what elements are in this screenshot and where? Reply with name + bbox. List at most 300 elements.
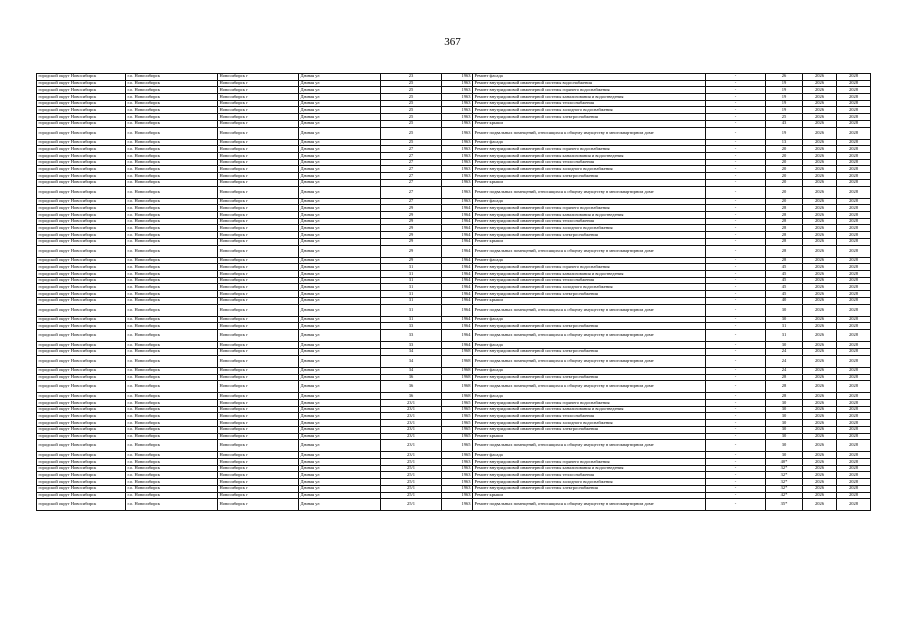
cell-settlement: Новосибирск г: [218, 120, 299, 127]
cell-start-year: 2026: [803, 304, 837, 316]
table-row: [37, 367, 871, 374]
cell-district: городской округ Новосибирск: [37, 400, 126, 407]
cell-start-year: 2026: [803, 159, 837, 166]
table-row: [37, 499, 871, 511]
cell-street: Дачная ул: [299, 87, 381, 94]
cell-value: 20: [766, 198, 803, 205]
cell-city: г.о. Новосибирск: [126, 323, 218, 330]
cell-start-year: 2026: [803, 127, 837, 139]
cell-end-year: 2028: [837, 479, 871, 486]
cell-work-type: Ремонт внутридомовой инженерной системы электроснабжения: [473, 114, 706, 121]
cell-note: -: [706, 179, 766, 186]
cell-street: Дачная ул: [299, 173, 381, 180]
cell-district: городской округ Новосибирск: [37, 323, 126, 330]
cell-district: городской округ Новосибирск: [37, 120, 126, 127]
cell-end-year: 2028: [837, 107, 871, 114]
cell-work-type: Ремонт внутридомовой инженерной системы горячего водоснабжения: [473, 264, 706, 271]
cell-city: г.о. Новосибирск: [126, 381, 218, 393]
cell-end-year: 2028: [837, 159, 871, 166]
cell-end-year: 2028: [837, 426, 871, 433]
cell-build-year: 1965: [442, 420, 473, 427]
cell-house-number: 25/1: [381, 472, 442, 479]
cell-work-type: Ремонт внутридомовой инженерной системы электроснабжения: [473, 426, 706, 433]
cell-street: Дачная ул: [299, 499, 381, 511]
cell-district: городской округ Новосибирск: [37, 198, 126, 205]
cell-note: -: [706, 440, 766, 452]
cell-value: 19: [766, 107, 803, 114]
cell-build-year: 1964: [442, 205, 473, 212]
cell-build-year: 1963: [442, 120, 473, 127]
cell-settlement: Новосибирск г: [218, 304, 299, 316]
cell-settlement: Новосибирск г: [218, 316, 299, 323]
cell-house-number: 27: [381, 179, 442, 186]
table-row: [37, 291, 871, 298]
cell-city: г.о. Новосибирск: [126, 198, 218, 205]
cell-note: -: [706, 271, 766, 278]
cell-end-year: 2028: [837, 166, 871, 173]
cell-value: 40*: [766, 459, 803, 466]
cell-value: 28: [766, 205, 803, 212]
cell-start-year: 2026: [803, 440, 837, 452]
cell-note: -: [706, 218, 766, 225]
cell-district: городской округ Новосибирск: [37, 485, 126, 492]
table-row: [37, 245, 871, 257]
cell-value: 28: [766, 218, 803, 225]
cell-build-year: 1964: [442, 238, 473, 245]
cell-end-year: 2028: [837, 291, 871, 298]
cell-work-type: Ремонт внутридомовой инженерной системы теплоснабжения: [473, 413, 706, 420]
cell-work-type: Ремонт внутридомовой инженерной системы канализования и водоотведения: [473, 406, 706, 413]
cell-build-year: 1963: [442, 146, 473, 153]
cell-note: -: [706, 139, 766, 146]
table-row: [37, 114, 871, 121]
cell-work-type: Ремонт внутридомовой инженерной системы теплоснабжения: [473, 277, 706, 284]
cell-start-year: 2026: [803, 393, 837, 400]
cell-house-number: 33: [381, 330, 442, 342]
cell-street: Дачная ул: [299, 297, 381, 304]
cell-district: городской округ Новосибирск: [37, 367, 126, 374]
cell-work-type: Ремонт внутридомовой инженерной системы канализования и водоотведения: [473, 271, 706, 278]
cell-street: Дачная ул: [299, 479, 381, 486]
cell-build-year: 1963: [442, 166, 473, 173]
cell-note: -: [706, 426, 766, 433]
cell-work-type: Ремонт внутридомовой инженерной системы электроснабжения: [473, 232, 706, 239]
cell-street: Дачная ул: [299, 146, 381, 153]
cell-note: -: [706, 238, 766, 245]
table-row: [37, 297, 871, 304]
cell-note: -: [706, 459, 766, 466]
cell-city: г.о. Новосибирск: [126, 225, 218, 232]
cell-value: 42*: [766, 492, 803, 499]
cell-district: городской округ Новосибирск: [37, 186, 126, 198]
cell-start-year: 2026: [803, 186, 837, 198]
cell-house-number: 33: [381, 323, 442, 330]
cell-street: Дачная ул: [299, 330, 381, 342]
cell-build-year: 1968: [442, 374, 473, 381]
cell-work-type: Ремонт внутридомовой инженерной системы электроснабжения: [473, 374, 706, 381]
cell-start-year: 2026: [803, 433, 837, 440]
cell-start-year: 2026: [803, 74, 837, 81]
cell-start-year: 2026: [803, 479, 837, 486]
cell-district: городской округ Новосибирск: [37, 173, 126, 180]
cell-city: г.о. Новосибирск: [126, 153, 218, 160]
cell-settlement: Новосибирск г: [218, 232, 299, 239]
cell-build-year: 1968: [442, 393, 473, 400]
cell-city: г.о. Новосибирск: [126, 413, 218, 420]
cell-end-year: 2028: [837, 100, 871, 107]
cell-settlement: Новосибирск г: [218, 218, 299, 225]
cell-end-year: 2028: [837, 205, 871, 212]
cell-build-year: 1963: [442, 100, 473, 107]
cell-settlement: Новосибирск г: [218, 400, 299, 407]
cell-house-number: 25: [381, 94, 442, 101]
cell-note: -: [706, 485, 766, 492]
cell-start-year: 2026: [803, 179, 837, 186]
cell-build-year: 1963: [442, 114, 473, 121]
cell-value: 19: [766, 87, 803, 94]
table-row: [37, 393, 871, 400]
cell-district: городской округ Новосибирск: [37, 452, 126, 459]
cell-city: г.о. Новосибирск: [126, 367, 218, 374]
cell-value: 32*: [766, 465, 803, 472]
cell-end-year: 2028: [837, 499, 871, 511]
table-row: [37, 166, 871, 173]
cell-start-year: 2026: [803, 257, 837, 264]
cell-street: Дачная ул: [299, 284, 381, 291]
cell-end-year: 2028: [837, 257, 871, 264]
cell-build-year: 1964: [442, 342, 473, 349]
cell-street: Дачная ул: [299, 225, 381, 232]
table-row: [37, 153, 871, 160]
cell-end-year: 2028: [837, 212, 871, 219]
cell-start-year: 2026: [803, 459, 837, 466]
cell-settlement: Новосибирск г: [218, 186, 299, 198]
cell-work-type: Ремонт внутридомовой инженерной системы электроснабжения: [473, 323, 706, 330]
cell-work-type: Ремонт внутридомовой инженерной системы канализования и водоотведения: [473, 153, 706, 160]
cell-value: 28: [766, 232, 803, 239]
cell-note: -: [706, 80, 766, 87]
cell-house-number: 29: [381, 245, 442, 257]
cell-district: городской округ Новосибирск: [37, 127, 126, 139]
cell-street: Дачная ул: [299, 100, 381, 107]
cell-end-year: 2028: [837, 80, 871, 87]
cell-end-year: 2028: [837, 284, 871, 291]
cell-build-year: 1963: [442, 159, 473, 166]
cell-value: 45: [766, 277, 803, 284]
cell-city: г.о. Новосибирск: [126, 426, 218, 433]
cell-house-number: 31: [381, 277, 442, 284]
table-row: [37, 205, 871, 212]
cell-note: -: [706, 433, 766, 440]
cell-district: городской округ Новосибирск: [37, 420, 126, 427]
cell-end-year: 2028: [837, 400, 871, 407]
cell-start-year: 2026: [803, 212, 837, 219]
cell-city: г.о. Новосибирск: [126, 277, 218, 284]
cell-end-year: 2028: [837, 232, 871, 239]
cell-district: городской округ Новосибирск: [37, 80, 126, 87]
cell-city: г.о. Новосибирск: [126, 232, 218, 239]
cell-city: г.о. Новосибирск: [126, 179, 218, 186]
cell-end-year: 2028: [837, 492, 871, 499]
cell-start-year: 2026: [803, 100, 837, 107]
cell-house-number: 31: [381, 271, 442, 278]
cell-start-year: 2026: [803, 284, 837, 291]
cell-build-year: 1965: [442, 426, 473, 433]
cell-street: Дачная ул: [299, 342, 381, 349]
cell-street: Дачная ул: [299, 452, 381, 459]
cell-build-year: 1964: [442, 218, 473, 225]
cell-build-year: 1963: [442, 479, 473, 486]
cell-district: городской округ Новосибирск: [37, 393, 126, 400]
cell-city: г.о. Новосибирск: [126, 120, 218, 127]
cell-district: городской округ Новосибирск: [37, 245, 126, 257]
cell-settlement: Новосибирск г: [218, 472, 299, 479]
cell-settlement: Новосибирск г: [218, 291, 299, 298]
cell-start-year: 2026: [803, 355, 837, 367]
cell-house-number: 25/1: [381, 459, 442, 466]
cell-build-year: 1963: [442, 153, 473, 160]
cell-settlement: Новосибирск г: [218, 459, 299, 466]
cell-work-type: Ремонт фасада: [473, 452, 706, 459]
cell-value: 26: [766, 74, 803, 81]
cell-city: г.о. Новосибирск: [126, 74, 218, 81]
cell-city: г.о. Новосибирск: [126, 433, 218, 440]
cell-settlement: Новосибирск г: [218, 166, 299, 173]
cell-end-year: 2028: [837, 94, 871, 101]
table-row: [37, 452, 871, 459]
cell-house-number: 29: [381, 238, 442, 245]
cell-settlement: Новосибирск г: [218, 271, 299, 278]
cell-street: Дачная ул: [299, 465, 381, 472]
cell-build-year: 1964: [442, 330, 473, 342]
cell-end-year: 2028: [837, 186, 871, 198]
cell-value: 20: [766, 159, 803, 166]
table-row: [37, 94, 871, 101]
cell-value: 28: [766, 374, 803, 381]
cell-end-year: 2028: [837, 179, 871, 186]
cell-street: Дачная ул: [299, 304, 381, 316]
cell-value: 30: [766, 400, 803, 407]
cell-street: Дачная ул: [299, 114, 381, 121]
cell-house-number: 25/1: [381, 492, 442, 499]
cell-start-year: 2026: [803, 153, 837, 160]
repair-schedule-table: [36, 73, 871, 511]
cell-street: Дачная ул: [299, 413, 381, 420]
cell-end-year: 2028: [837, 114, 871, 121]
cell-note: -: [706, 297, 766, 304]
cell-start-year: 2026: [803, 492, 837, 499]
cell-street: Дачная ул: [299, 348, 381, 355]
cell-house-number: 25/1: [381, 485, 442, 492]
cell-end-year: 2028: [837, 218, 871, 225]
cell-district: городской округ Новосибирск: [37, 406, 126, 413]
cell-work-type: Ремонт фасада: [473, 139, 706, 146]
cell-end-year: 2028: [837, 393, 871, 400]
cell-house-number: 29: [381, 218, 442, 225]
cell-work-type: Ремонт внутридомовой инженерной системы холодного водоснабжения: [473, 284, 706, 291]
cell-street: Дачная ул: [299, 153, 381, 160]
cell-value: 45: [766, 291, 803, 298]
cell-settlement: Новосибирск г: [218, 284, 299, 291]
cell-start-year: 2026: [803, 232, 837, 239]
cell-start-year: 2026: [803, 218, 837, 225]
cell-district: городской округ Новосибирск: [37, 291, 126, 298]
cell-value: 30: [766, 426, 803, 433]
cell-end-year: 2028: [837, 245, 871, 257]
cell-work-type: Ремонт крыши: [473, 238, 706, 245]
cell-district: городской округ Новосибирск: [37, 205, 126, 212]
cell-note: -: [706, 198, 766, 205]
cell-note: -: [706, 114, 766, 121]
cell-house-number: 23/1: [381, 420, 442, 427]
cell-district: городской округ Новосибирск: [37, 218, 126, 225]
cell-build-year: 1964: [442, 212, 473, 219]
cell-city: г.о. Новосибирск: [126, 173, 218, 180]
cell-settlement: Новосибирск г: [218, 342, 299, 349]
cell-city: г.о. Новосибирск: [126, 238, 218, 245]
cell-settlement: Новосибирск г: [218, 492, 299, 499]
cell-district: городской округ Новосибирск: [37, 139, 126, 146]
cell-street: Дачная ул: [299, 420, 381, 427]
cell-street: Дачная ул: [299, 291, 381, 298]
cell-note: -: [706, 342, 766, 349]
cell-house-number: 25: [381, 127, 442, 139]
cell-city: г.о. Новосибирск: [126, 465, 218, 472]
table-row: [37, 100, 871, 107]
cell-district: городской округ Новосибирск: [37, 271, 126, 278]
cell-street: Дачная ул: [299, 485, 381, 492]
cell-value: 30: [766, 413, 803, 420]
cell-house-number: 33: [381, 342, 442, 349]
cell-street: Дачная ул: [299, 393, 381, 400]
cell-house-number: 23/1: [381, 413, 442, 420]
cell-settlement: Новосибирск г: [218, 87, 299, 94]
cell-house-number: 31: [381, 297, 442, 304]
cell-settlement: Новосибирск г: [218, 413, 299, 420]
cell-value: 45: [766, 264, 803, 271]
cell-value: 30: [766, 406, 803, 413]
table-row: [37, 381, 871, 393]
table-row: [37, 264, 871, 271]
cell-start-year: 2026: [803, 225, 837, 232]
cell-value: 28: [766, 245, 803, 257]
cell-house-number: 25: [381, 80, 442, 87]
cell-value: 30: [766, 316, 803, 323]
cell-district: городской округ Новосибирск: [37, 440, 126, 452]
table-row: [37, 433, 871, 440]
cell-end-year: 2028: [837, 225, 871, 232]
cell-work-type: Ремонт подвальных помещений, относящихся к общему имуществу в многоквартирном доме: [473, 304, 706, 316]
cell-start-year: 2026: [803, 485, 837, 492]
cell-street: Дачная ул: [299, 459, 381, 466]
table-row: [37, 459, 871, 466]
cell-value: 28: [766, 393, 803, 400]
cell-value: 30: [766, 420, 803, 427]
cell-work-type: Ремонт внутридомовой инженерной системы холодного водоснабжения: [473, 479, 706, 486]
cell-value: 30: [766, 440, 803, 452]
cell-city: г.о. Новосибирск: [126, 166, 218, 173]
cell-district: городской округ Новосибирск: [37, 426, 126, 433]
cell-work-type: Ремонт крыши: [473, 179, 706, 186]
cell-build-year: 1964: [442, 271, 473, 278]
cell-start-year: 2026: [803, 330, 837, 342]
cell-city: г.о. Новосибирск: [126, 440, 218, 452]
cell-build-year: 1963: [442, 472, 473, 479]
cell-street: Дачная ул: [299, 107, 381, 114]
table-row: [37, 87, 871, 94]
table-row: [37, 342, 871, 349]
cell-note: -: [706, 284, 766, 291]
cell-start-year: 2026: [803, 120, 837, 127]
cell-note: -: [706, 107, 766, 114]
cell-house-number: 34: [381, 348, 442, 355]
cell-end-year: 2028: [837, 355, 871, 367]
cell-city: г.о. Новосибирск: [126, 80, 218, 87]
cell-work-type: Ремонт крыши: [473, 492, 706, 499]
cell-street: Дачная ул: [299, 218, 381, 225]
table-row: [37, 257, 871, 264]
cell-value: 45: [766, 284, 803, 291]
cell-value: 20: [766, 153, 803, 160]
cell-district: городской округ Новосибирск: [37, 257, 126, 264]
cell-house-number: 27: [381, 173, 442, 180]
cell-house-number: 36: [381, 393, 442, 400]
table-row: [37, 159, 871, 166]
cell-build-year: 1963: [442, 186, 473, 198]
cell-end-year: 2028: [837, 330, 871, 342]
cell-street: Дачная ул: [299, 472, 381, 479]
cell-note: -: [706, 374, 766, 381]
table-row: [37, 173, 871, 180]
cell-city: г.о. Новосибирск: [126, 264, 218, 271]
cell-start-year: 2026: [803, 426, 837, 433]
cell-district: городской округ Новосибирск: [37, 465, 126, 472]
table-row: [37, 198, 871, 205]
cell-city: г.о. Новосибирск: [126, 342, 218, 349]
cell-start-year: 2026: [803, 245, 837, 257]
cell-district: городской округ Новосибирск: [37, 225, 126, 232]
cell-city: г.о. Новосибирск: [126, 114, 218, 121]
table-row: [37, 426, 871, 433]
cell-house-number: 31: [381, 304, 442, 316]
cell-note: -: [706, 492, 766, 499]
cell-district: городской округ Новосибирск: [37, 212, 126, 219]
cell-start-year: 2026: [803, 114, 837, 121]
cell-value: 30: [766, 452, 803, 459]
cell-build-year: 1964: [442, 264, 473, 271]
cell-district: городской округ Новосибирск: [37, 381, 126, 393]
cell-city: г.о. Новосибирск: [126, 186, 218, 198]
cell-work-type: Ремонт подвальных помещений, относящихся к общему имуществу в многоквартирном доме: [473, 245, 706, 257]
cell-note: -: [706, 277, 766, 284]
cell-street: Дачная ул: [299, 179, 381, 186]
cell-city: г.о. Новосибирск: [126, 146, 218, 153]
cell-value: 43: [766, 120, 803, 127]
cell-note: -: [706, 127, 766, 139]
cell-value: 35*: [766, 499, 803, 511]
cell-value: 24: [766, 348, 803, 355]
cell-note: -: [706, 245, 766, 257]
cell-settlement: Новосибирск г: [218, 348, 299, 355]
cell-house-number: 25: [381, 87, 442, 94]
cell-end-year: 2028: [837, 264, 871, 271]
cell-settlement: Новосибирск г: [218, 406, 299, 413]
cell-note: -: [706, 87, 766, 94]
table-row: [37, 186, 871, 198]
cell-city: г.о. Новосибирск: [126, 452, 218, 459]
table-row: [37, 492, 871, 499]
cell-street: Дачная ул: [299, 139, 381, 146]
